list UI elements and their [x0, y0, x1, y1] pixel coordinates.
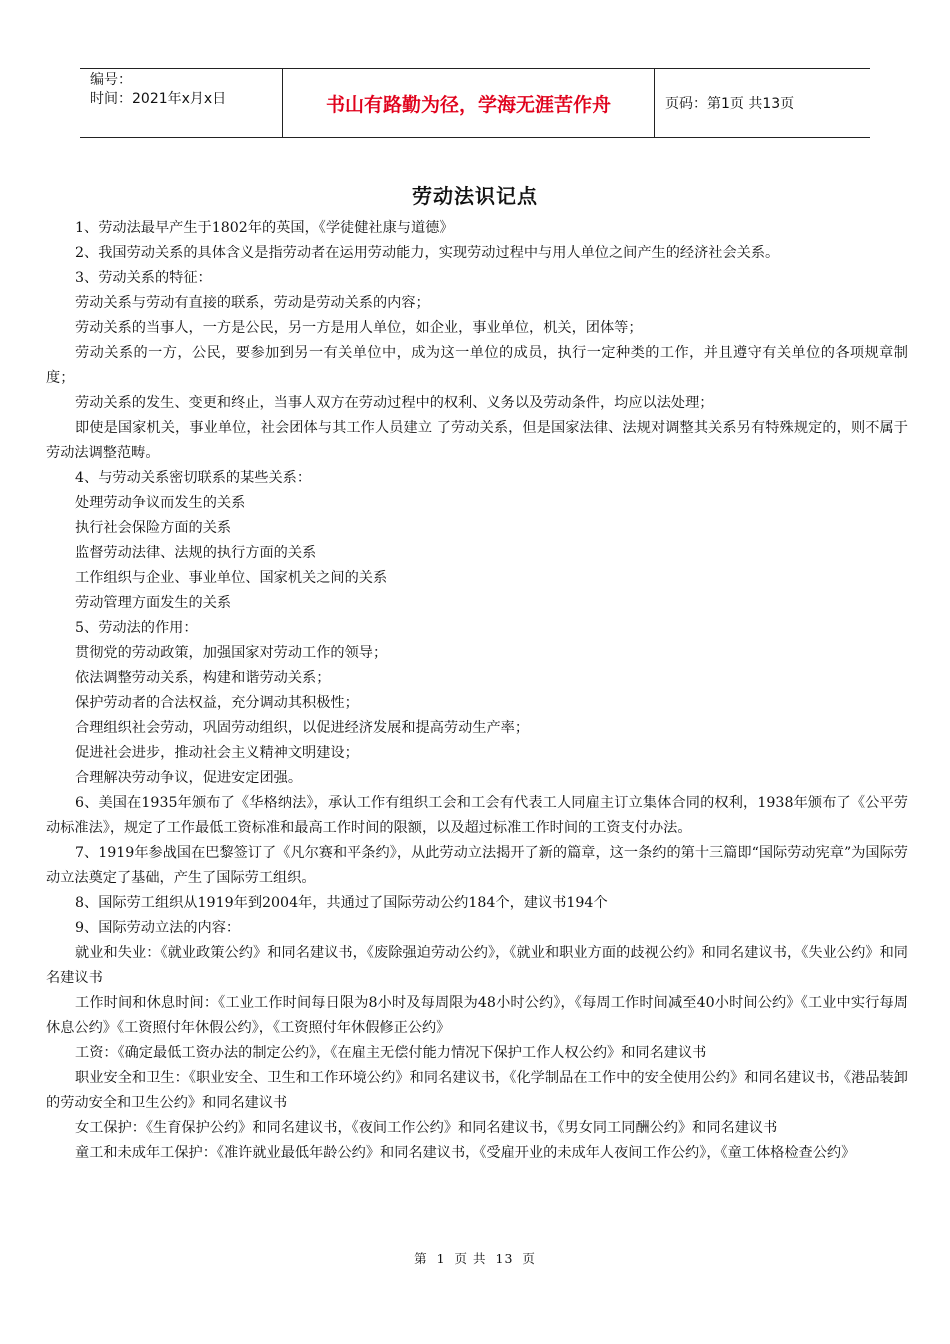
paragraph: 2、我国劳动关系的具体含义是指劳动者在运用劳动能力，实现劳动过程中与用人单位之间产生的经济社会关系。	[75, 245, 780, 261]
paragraph: 劳动关系的当事人，一方是公民，另一方是用人单位，如企业，事业单位，机关，团体等；	[75, 320, 643, 336]
paragraph: 促进社会进步，推动社会主义精神文明建设；	[75, 745, 359, 761]
paragraph: 劳动管理方面发生的关系	[75, 595, 232, 611]
paragraph: 工作组织与企业、事业单位、国家机关之间的关系	[75, 570, 388, 586]
header-motto: 书山有路勤为径，学海无涯苦作舟	[283, 69, 655, 137]
paragraph: 7、1919年参战国在巴黎签订了《凡尔赛和平条约》，从此劳动立法揭开了新的篇章，这一条约的第十三篇即“国际劳动宪章”为国际劳动立法奠定了基础，产生了国际劳工组织。	[46, 845, 908, 886]
footer-middle: 页 共	[454, 1251, 487, 1266]
date-label: 时间：2021年x月x日	[90, 91, 227, 107]
paragraph: 劳动关系的一方，公民，要参加到另一有关单位中，成为这一单位的成员，执行一定种类的工作，并且遵守有关单位的各项规章制度；	[46, 345, 908, 386]
paragraph: 监督劳动法律、法规的执行方面的关系	[75, 545, 317, 561]
document-body	[46, 216, 908, 1166]
paragraph: 贯彻党的劳动政策，加强国家对劳动工作的领导；	[75, 645, 388, 661]
paragraph: 6、美国在1935年颁布了《华格纳法》，承认工作有组织工会和工会有代表工人同雇主订立集体合同的权利，1938年颁布了《公平劳动标准法》，规定了工作最低工资标准和最高工作时间的限额，以及超过标准工作时间的工资支付办法。	[46, 795, 908, 836]
paragraph: 劳动关系与劳动有直接的联系，劳动是劳动关系的内容；	[75, 295, 430, 311]
paragraph: 合理解决劳动争议，促进安定团强。	[75, 770, 303, 786]
paragraph: 4、与劳动关系密切联系的某些关系：	[75, 470, 312, 486]
header-info-cell	[80, 69, 283, 137]
paragraph: 依法调整劳动关系，构建和谐劳动关系；	[75, 670, 331, 686]
paragraph: 9、国际劳动立法的内容：	[75, 920, 241, 936]
footer-prefix: 第	[414, 1251, 428, 1266]
footer-total-pages: 13	[495, 1251, 514, 1266]
paragraph: 3、劳动关系的特征：	[75, 270, 212, 286]
paragraph: 1、劳动法最早产生于1802年的英国，《学徒健社康与道德》	[75, 220, 454, 236]
document-header	[80, 68, 870, 138]
paragraph: 职业安全和卫生：《职业安全、卫生和工作环境公约》和同名建议书，《化学制品在工作中的安全使用公约》和同名建议书，《港品装卸的劳动安全和卫生公约》和同名建议书	[46, 1070, 908, 1111]
paragraph: 合理组织社会劳动，巩固劳动组织，以促进经济发展和提高劳动生产率；	[75, 720, 530, 736]
paragraph: 执行社会保险方面的关系	[75, 520, 232, 536]
paragraph: 就业和失业：《就业政策公约》和同名建议书，《废除强迫劳动公约》，《就业和职业方面的歧视公约》和同名建议书，《失业公约》和同名建议书	[46, 945, 908, 986]
footer-page-number: 1	[436, 1251, 446, 1266]
paragraph: 5、劳动法的作用：	[75, 620, 198, 636]
paragraph: 保护劳动者的合法权益，充分调动其积极性；	[75, 695, 359, 711]
paragraph: 童工和未成年工保护：《准许就业最低年龄公约》和同名建议书，《受雇开业的未成年人夜间工作公约》，《童工体格检查公约》	[75, 1145, 856, 1161]
paragraph: 工资：《确定最低工资办法的制定公约》，《在雇主无偿付能力情况下保护工作人权公约》和同名建议书	[75, 1045, 707, 1061]
page-footer	[0, 1249, 950, 1267]
paragraph: 即使是国家机关，事业单位，社会团体与其工作人员建立 了劳动关系，但是国家法律、法规对调整其关系另有特殊规定的，则不属于劳动法调整范畴。	[46, 420, 908, 461]
document-title: 劳动法识记点	[412, 184, 538, 208]
number-label: 编号：	[90, 72, 132, 88]
footer-suffix: 页	[522, 1251, 536, 1266]
paragraph: 8、国际劳工组织从1919年到2004年，共通过了国际劳动公约184个，建议书194个	[75, 895, 608, 911]
header-page-info: 页码：第1页 共13页	[665, 96, 795, 112]
paragraph: 女工保护：《生育保护公约》和同名建议书，《夜间工作公约》和同名建议书，《男女同工同酬公约》和同名建议书	[75, 1120, 778, 1136]
paragraph: 工作时间和休息时间：《工业工作时间每日限为8小时及每周限为48小时公约》，《每周工作时间减至40小时间公约》《工业中实行每周休息公约》《工资照付年休假公约》，《工资照付年休假修正公约》	[46, 995, 908, 1036]
paragraph: 劳动关系的发生、变更和终止，当事人双方在劳动过程中的权利、义务以及劳动条件，均应以法处理；	[75, 395, 714, 411]
paragraph: 处理劳动争议而发生的关系	[75, 495, 246, 511]
